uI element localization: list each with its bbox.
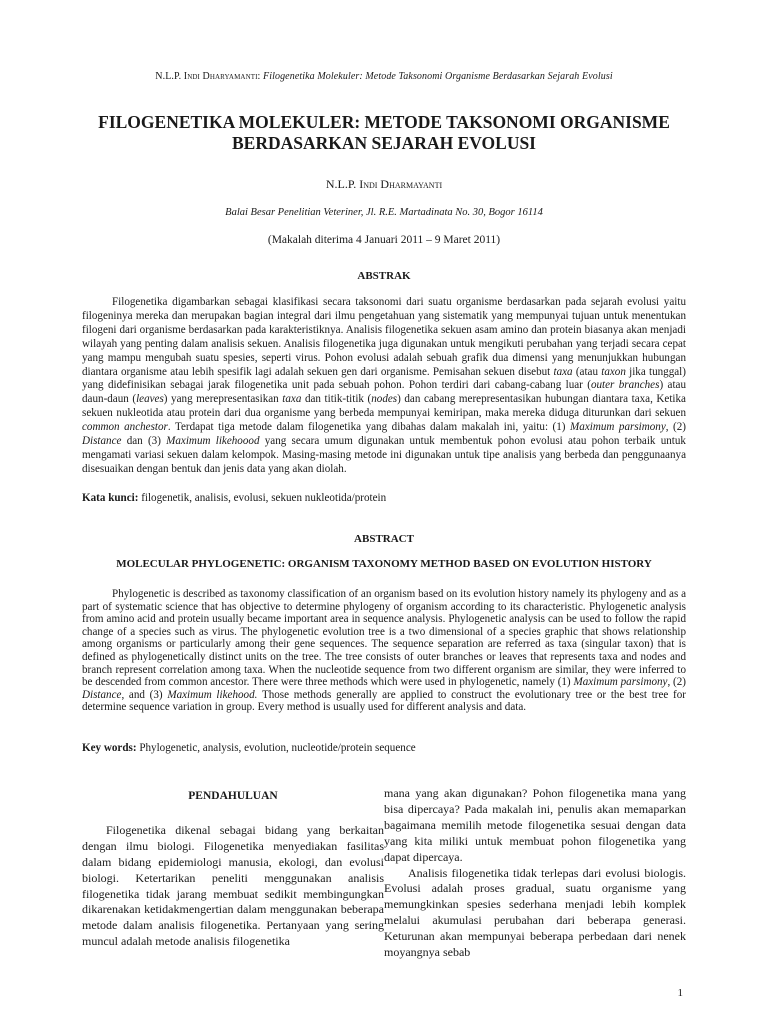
body-paragraph: Filogenetika dikenal sebagai bidang yang berkaitan dengan ilmu biologi. Filogenetika menyediakan fasilitas dalam bidang epidemiologi manusia, ekologi, dan evolusi biologi. Ketertarikan peneliti menggunakan analisis filogenetika tidak jarang membuat sedikit membingungkan dikarenakan ketidakmengertian dalam menggunakan beberapa metode dalam analisis filogenetika. Pertanyaan yang sering muncul adalah metode analisis filogenetika	[82, 822, 384, 949]
affiliation: Balai Besar Penelitian Veteriner, Jl. R.E. Martadinata No. 30, Bogor 16114	[225, 207, 543, 218]
author-name: N.L.P. Indi Dharmayanti	[325, 177, 443, 191]
section-heading-pendahuluan: PENDAHULUAN	[188, 790, 278, 802]
body-paragraph: Analisis filogenetika tidak terlepas dari evolusi biologis. Evolusi adalah proses gradual, suatu organisme yang memungkinkan spesies sederhana menjadi lebih komplek melalui akumulasi perubahan dari beberapa generasi. Keturunan akan mempunyai beberapa perbedaan dari nenek moyangnya sebab	[384, 865, 686, 960]
running-head	[0, 71, 768, 82]
abstrak-text: Filogenetika digambarkan sebagai klasifikasi secara taksonomi dari suatu organisme berdasarkan pada sejarah evolusi yaitu filogeninya mereka dan merupakan bagian integral dari ilmu pengetahuan yang sistematik yang mempunyai tujuan untuk menentukan filogeni dari organisme berdasarkan pada karakteristiknya. Analisis filogenetika sekuen asam amino dan protein biasanya akan menjadi wilayah yang penting dalam analisis sekuen. Analisis filogenetika juga digunakan untuk mengikuti perubahan yang terjadi secara cepat yang mampu mengubah suatu spesies, seperti virus. Pohon evolusi adalah sebuah grafik dua dimensi yang menunjukkan hubungan diantara organisme atau lebih spesifik lagi adalah sekuen gen dari organisme. Pemisahan sekuen disebut taxa (atau taxon jika tunggal) yang didefinisikan sebagai jarak filogenetika unit pada sebuah pohon. Pohon terdiri dari cabang-cabang luar (outer branches) atau daun-daun (leaves) yang merepresentasikan taxa dan titik-titik (nodes) dan cabang merepresentasikan hubungan diantara taxa, Ketika sekuen nukleotida atau protein dari dua organisme yang berbeda mempunyai kemiripan, maka mereka diduga diturunkan dari sekuen common anchestor. Terdapat tiga metode dalam filogenetika yang dibahas dalam makalah ini, yaitu: (1) Maximum parsimony, (2) Distance dan (3) Maximum likehoood yang secara umum digunakan untuk membentuk pohon evolusi atau pohon terbaik untuk mengamati variasi sekuen dalam kelompok. Masing-masing metode ini digunakan untuk tipe analisis yang berbeda dan penggunaanya disesuaikan dengan bentuk dan jenis data yang akan diolah.	[82, 296, 686, 475]
left-column	[82, 786, 384, 950]
abstrak-heading: ABSTRAK	[357, 270, 411, 282]
running-head-title: Filogenetika Molekuler: Metode Taksonomi Organisme Berdasarkan Sejarah Evolusi	[263, 71, 613, 82]
key-words-text: Phylogenetic, analysis, evolution, nucleotide/protein sequence	[139, 742, 416, 754]
kata-kunci	[82, 492, 686, 504]
abstract-heading: ABSTRACT	[354, 533, 414, 545]
key-words	[82, 742, 686, 754]
received-date: (Makalah diterima 4 Januari 2011 – 9 Maret 2011)	[267, 234, 501, 246]
abstract-text: Phylogenetic is described as taxonomy classification of an organism based on its evolution history namely its phylogeny and as a part of systematic science that has objective to determine phylogeny of organism according to its characteristic. Phylogenetic analysis from amino acid and protein usually became important area in sequence analysis. Phylogenetic analysis can be used to follow the rapid change of a species such as virus. The phylogenetic evolution tree is a two dimensional of a species graphic that shows relationship among organisms or particularly among their gene sequences. The sequence separation are referred as taxa (singular taxon) that is defined as phylogenetically distinct units on the tree. The tree consists of outer branches or leaves that represents taxa and nodes and branch represent correlation among taxa. When the nucleotide sequence from two different organism are similar, they were inferred to be descended from common ancestor. There were three methods which were used in phylogenetic, namely (1) Maximum parsimony, (2) Distance, and (3) Maximum likehood. Those methods generally are applied to construct the evolutionary tree or the best tree for determine sequence variation in group. Every method is usually used for different analysis and data.	[82, 588, 686, 714]
key-words-label: Key words:	[82, 742, 137, 754]
kata-kunci-text: filogenetik, analisis, evolusi, sekuen nukleotida/protein	[141, 492, 387, 504]
page-number: 1	[677, 987, 683, 999]
kata-kunci-label: Kata kunci:	[82, 492, 139, 504]
english-title: MOLECULAR PHYLOGENETIC: ORGANISM TAXONOMY METHOD BASED ON EVOLUTION HISTORY	[116, 558, 652, 570]
paper-title: FILOGENETIKA MOLEKULER: METODE TAKSONOMI ORGANISME BERDASARKAN SEJARAH EVOLUSI	[98, 112, 670, 153]
body-paragraph: mana yang akan digunakan? Pohon filogenetika mana yang bisa dipercaya? Pada makalah ini, penulis akan memaparkan bagaimana memilih metode filogenetika sesuai dengan data yang kita miliki untuk membuat pohon filogenetika yang dapat dipercaya.	[384, 786, 686, 864]
running-head-author: N.L.P. Indi Dharyamanti:	[155, 71, 261, 82]
right-column	[384, 786, 686, 961]
